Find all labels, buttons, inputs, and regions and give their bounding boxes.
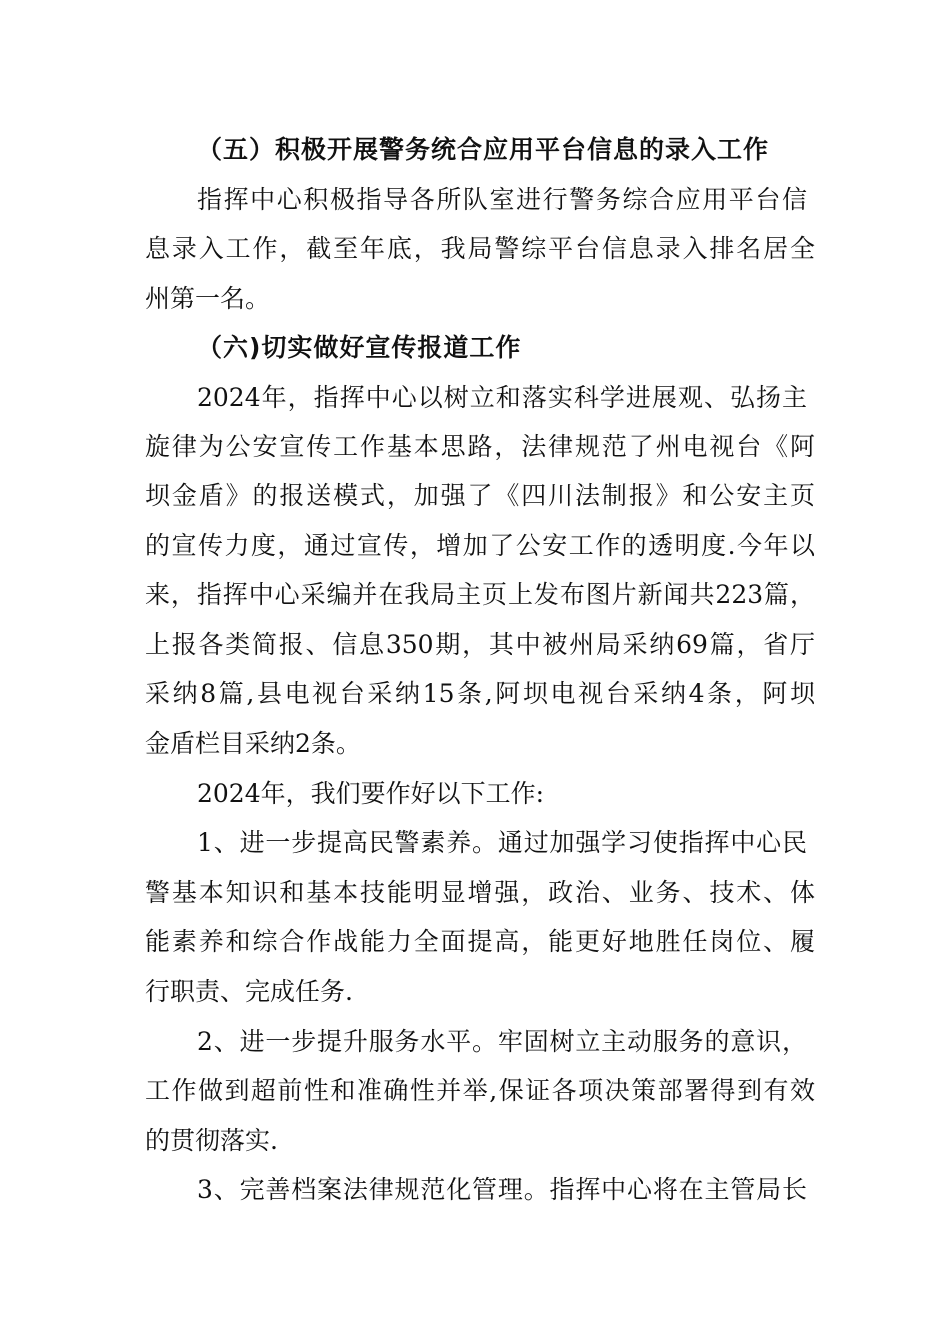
paragraph-line: 的宣传力度，通过宣传，增加了公安工作的透明度.今年以 [145,531,815,560]
list-item-line: 的贯彻落实. [145,1126,278,1155]
paragraph-line: 息录入工作，截至年底，我局警综平台信息录入排名居全 [145,234,815,263]
list-item-line: 2、进一步提升服务水平。牢固树立主动服务的意识， [197,1027,807,1056]
paragraph-line: 2024年，我们要作好以下工作: [197,779,545,808]
list-item-line: 警基本知识和基本技能明显增强，政治、业务、技术、体 [145,878,815,907]
list-item-line: 行职责、完成任务. [145,977,353,1006]
paragraph-line: 来，指挥中心采编并在我局主页上发布图片新闻共223篇， [145,580,815,609]
paragraph-line: 指挥中心积极指导各所队室进行警务综合应用平台信 [197,185,807,214]
list-item-line: 3、完善档案法律规范化管理。指挥中心将在主管局长 [197,1175,807,1204]
list-item-line: 1、进一步提高民警素养。通过加强学习使指挥中心民 [197,828,807,857]
list-item-line: 能素养和综合作战能力全面提高，能更好地胜任岗位、履 [145,927,815,956]
paragraph-line: 2024年，指挥中心以树立和落实科学进展观、弘扬主 [197,383,807,412]
paragraph-line: 采纳8篇,县电视台采纳15条,阿坝电视台采纳4条，阿坝 [145,679,815,708]
section-heading-5: （五）积极开展警务统合应用平台信息的录入工作 [197,135,770,164]
paragraph-line: 坝金盾》的报送模式，加强了《四川法制报》和公安主页 [145,481,815,510]
paragraph-line: 金盾栏目采纳2条。 [145,729,361,758]
list-item-line: 工作做到超前性和准确性并举,保证各项决策部署得到有效 [145,1076,815,1105]
paragraph-line: 上报各类简报、信息350期，其中被州局采纳69篇，省厅 [145,630,815,659]
paragraph-line: 州第一名。 [145,284,271,313]
paragraph-line: 旋律为公安宣传工作基本思路，法律规范了州电视台《阿 [145,432,815,461]
section-heading-6: （六)切实做好宣传报道工作 [197,333,522,362]
